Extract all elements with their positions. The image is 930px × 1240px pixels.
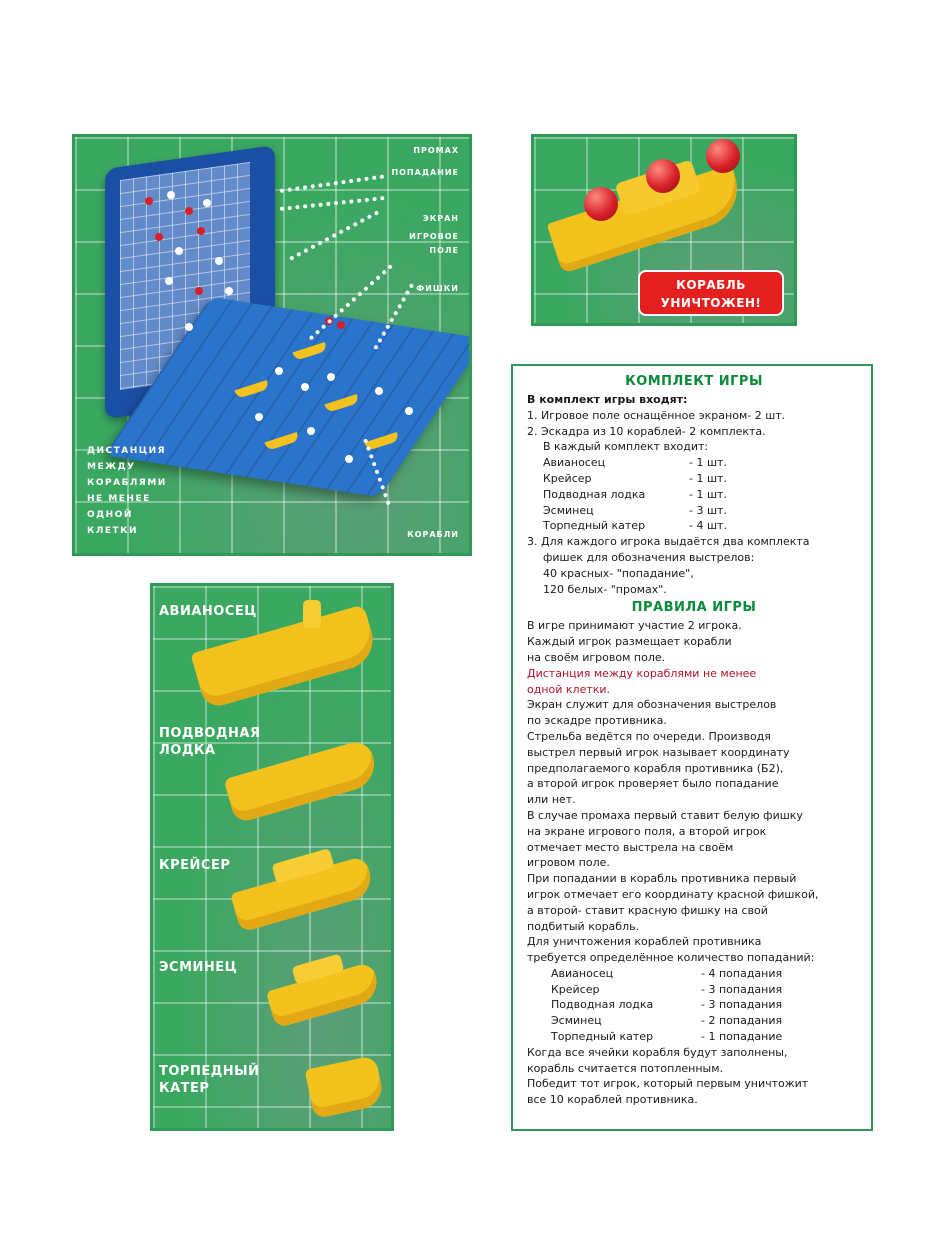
white-peg <box>405 407 413 415</box>
kit-item: 2. Эскадра из 10 кораблей- 2 комплекта. <box>527 424 766 438</box>
rules-line: по эскадре противника. <box>527 714 667 728</box>
kit-ship-row <box>527 487 861 503</box>
label-miss: ПРОМАХ <box>413 146 459 155</box>
hits-count: - 1 попадание <box>701 1030 783 1044</box>
hits-ship-name: Крейсер <box>551 982 600 996</box>
badge-line: КОРАБЛЬ <box>676 278 746 292</box>
kit-ship-row <box>527 455 861 471</box>
carrier-ship <box>190 604 379 709</box>
red-hit-peg <box>584 187 618 221</box>
label-torpedo-1: ТОРПЕДНЫЙ <box>159 1064 260 1079</box>
kit-ship-qty: - 3 шт. <box>689 503 727 517</box>
white-peg <box>203 199 211 207</box>
rules-line: предполагаемого корабля противника (Б2), <box>527 761 784 775</box>
hits-ship-name: Эсминец <box>551 1014 602 1028</box>
kit-ship-row <box>527 471 861 487</box>
ship-destroyed-badge <box>638 270 784 316</box>
white-peg <box>307 427 315 435</box>
label-submarine-1: ПОДВОДНАЯ <box>159 726 261 741</box>
rules-line: а второй игрок проверяет было попадание <box>527 777 779 791</box>
label-carrier: АВИАНОСЕЦ <box>159 604 257 619</box>
rules-distance-warning: одной клетки. <box>527 682 611 696</box>
rules-line: подбитый корабль. <box>527 919 640 933</box>
rules-line: требуется определённое количество попаданий: <box>527 951 815 965</box>
label-field-1: ИГРОВОЕ <box>409 232 459 241</box>
red-peg <box>185 207 193 215</box>
red-hit-peg <box>706 139 740 173</box>
rules-line: на экране игрового поля, а второй игрок <box>527 824 767 838</box>
kit-title: КОМПЛЕКТ ИГРЫ <box>625 374 763 389</box>
white-peg <box>275 367 283 375</box>
rules-line: а второй- ставит красную фишку на свой <box>527 903 768 917</box>
white-peg <box>345 455 353 463</box>
rules-line: отмечает место выстрела на своём <box>527 840 734 854</box>
white-peg <box>375 387 383 395</box>
carrier-tower <box>303 600 321 628</box>
white-peg <box>165 277 173 285</box>
distance-label-line: МЕЖДУ <box>87 462 136 472</box>
hits-row <box>527 966 861 982</box>
kit-item: фишек для обозначения выстрелов: <box>543 550 755 564</box>
badge-line: УНИЧТОЖЕН! <box>660 296 762 310</box>
label-chips: ФИШКИ <box>416 284 459 293</box>
rules-panel <box>511 364 873 1131</box>
red-hit-peg <box>646 159 680 193</box>
rules-line: на своём игровом поле. <box>527 650 666 664</box>
kit-ship-name: Эсминец <box>543 503 594 517</box>
label-torpedo-2: КАТЕР <box>159 1081 210 1096</box>
kit-ship-name: Авианосец <box>543 456 606 470</box>
hits-count: - 3 попадания <box>701 998 783 1012</box>
hits-count: - 4 попадания <box>701 966 783 980</box>
rules-line: Стрельба ведётся по очереди. Производя <box>527 729 771 743</box>
rules-title: ПРАВИЛА ИГРЫ <box>631 600 757 616</box>
hits-ship-name: Торпедный катер <box>551 1030 654 1044</box>
red-peg <box>145 197 153 205</box>
white-peg <box>255 413 263 421</box>
kit-ship-name: Подводная лодка <box>543 487 646 501</box>
distance-label <box>87 443 167 539</box>
rules-line: В игре принимают участие 2 игрока. <box>527 619 742 633</box>
kit-each: В каждый комплект входит: <box>543 440 709 454</box>
hits-ship-name: Авианосец <box>551 966 614 980</box>
rules-line: В случае промаха первый ставит белую фишку <box>527 808 803 822</box>
rules-distance-warning: Дистанция между кораблями не менее <box>527 666 757 680</box>
white-peg <box>185 323 193 331</box>
rules-body <box>527 697 861 966</box>
distance-label-line: КЛЕТКИ <box>87 526 139 536</box>
rules-line: Победит тот игрок, который первым уничтожит <box>527 1077 809 1091</box>
distance-label-line: ОДНОЙ <box>87 510 133 520</box>
red-peg <box>155 233 163 241</box>
kit-item: 3. Для каждого игрока выдаётся два комплекта <box>527 535 810 549</box>
white-peg <box>215 257 223 265</box>
hits-row <box>527 982 861 998</box>
red-peg <box>195 287 203 295</box>
white-peg <box>301 383 309 391</box>
kit-item: 1. Игровое поле оснащённое экраном- 2 шт. <box>527 408 786 422</box>
ships-illustration <box>150 583 394 1131</box>
label-destroyer: ЭСМИНЕЦ <box>159 960 238 975</box>
red-peg <box>337 321 345 329</box>
white-peg <box>167 191 175 199</box>
rules-line: корабль считается потопленным. <box>527 1061 723 1075</box>
hits-ship-name: Подводная лодка <box>551 998 654 1012</box>
rules-line: Экран служит для обозначения выстрелов <box>527 698 777 712</box>
ship-destroyed-illustration <box>531 134 797 326</box>
rules-line: все 10 кораблей противника. <box>527 1093 698 1107</box>
rules-line: Когда все ячейки корабля будут заполнены, <box>527 1045 788 1059</box>
rules-line: игровом поле. <box>527 856 610 870</box>
hits-row <box>527 997 861 1013</box>
kit-ship-qty: - 4 шт. <box>689 519 727 533</box>
kit-ship-qty: - 1 шт. <box>689 456 727 470</box>
distance-label-line: КОРАБЛЯМИ <box>87 478 167 488</box>
label-field-2: ПОЛЕ <box>429 246 459 255</box>
label-cruiser: КРЕЙСЕР <box>159 858 231 873</box>
kit-ship-row <box>527 518 861 534</box>
red-peg <box>197 227 205 235</box>
white-peg <box>327 373 335 381</box>
label-screen: ЭКРАН <box>422 214 459 223</box>
kit-ship-name: Торпедный катер <box>543 519 646 533</box>
rules-line: выстрел первый игрок называет координату <box>527 745 790 759</box>
rules-line: Для уничтожения кораблей противника <box>527 935 762 949</box>
hits-row <box>527 1013 861 1029</box>
game-board-illustration <box>72 134 472 556</box>
pointer-line <box>280 196 385 211</box>
kit-ship-name: Крейсер <box>543 471 592 485</box>
white-peg <box>225 287 233 295</box>
kit-intro: В комплект игры входят: <box>527 393 688 406</box>
kit-ship-row <box>527 503 861 519</box>
label-hit: ПОПАДАНИЕ <box>391 168 459 177</box>
kit-red-chips: 40 красных- "попадание", <box>543 566 694 580</box>
hits-count: - 3 попадания <box>701 982 783 996</box>
hits-count: - 2 попадания <box>701 1014 783 1028</box>
kit-ship-qty: - 1 шт. <box>689 487 727 501</box>
rules-line: Каждый игрок размещает корабли <box>527 635 732 649</box>
rules-line: При попадании в корабль противника первый <box>527 872 797 886</box>
torpedo-boat-ship <box>305 1055 386 1119</box>
kit-white-chips: 120 белых- "промах". <box>543 582 667 596</box>
distance-label-line: ДИСТАНЦИЯ <box>87 446 167 456</box>
distance-label-line: НЕ МЕНЕЕ <box>87 494 151 504</box>
rules-line: или нет. <box>527 793 576 807</box>
white-peg <box>175 247 183 255</box>
rules-line: игрок отмечает его координату красной фишкой, <box>527 887 819 901</box>
kit-ship-qty: - 1 шт. <box>689 471 727 485</box>
submarine-ship <box>224 738 381 824</box>
label-ships: КОРАБЛИ <box>407 530 459 539</box>
label-submarine-2: ЛОДКА <box>159 743 216 758</box>
hits-row <box>527 1029 861 1045</box>
